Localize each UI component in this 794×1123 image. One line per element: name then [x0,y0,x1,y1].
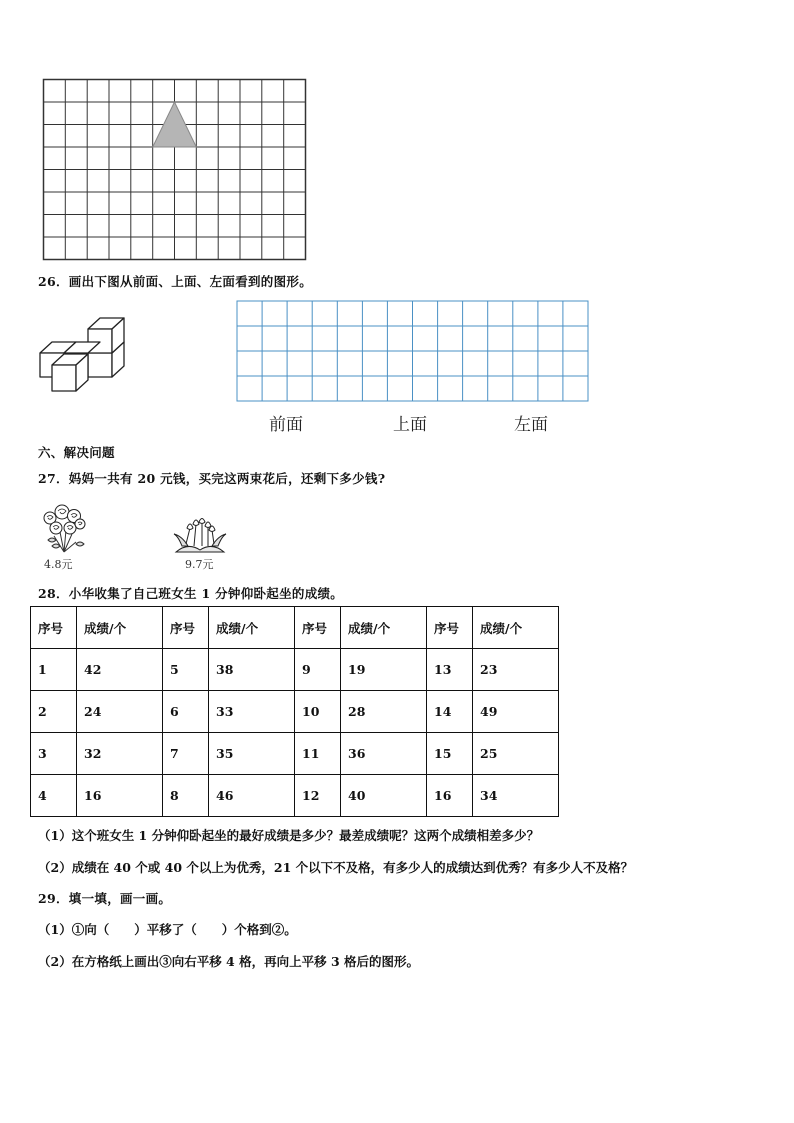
top-grid [42,78,308,262]
table-row [31,649,559,691]
question-29-sub-2: （2）在方格纸上画出③向右平移 4 格，再向上平移 3 格后的图形。 [38,954,420,969]
question-28-sub-1: （1）这个班女生 1 分钟仰卧起坐的最好成绩是多少？最差成绩呢？这两个成绩相差多少？ [38,828,540,843]
table-cell: 34 [473,775,559,817]
table-cell: 2 [31,691,77,733]
table-cell: 33 [209,691,295,733]
table-cell: 11 [295,733,341,775]
table-cell: 14 [427,691,473,733]
question-28-sub-2: （2）成绩在 40 个或 40 个以上为优秀，21 个以下不及格，有多少人的成绩达到优秀？有多少人不及格？ [38,860,634,875]
table-cell: 1 [31,649,77,691]
tulips-price: 9.7元 [185,558,214,571]
roses-price: 4.8元 [44,558,73,571]
table-cell: 49 [473,691,559,733]
table-cell: 38 [209,649,295,691]
table-header-cell: 成绩/个 [473,607,559,649]
table-header-cell: 成绩/个 [209,607,295,649]
table-header-cell: 序号 [163,607,209,649]
table-cell: 35 [209,733,295,775]
table-header-cell: 序号 [295,607,341,649]
table-cell: 9 [295,649,341,691]
table-cell: 24 [77,691,163,733]
roses-bouquet-image [36,502,92,554]
table-cell: 28 [341,691,427,733]
question-26-text: 26．画出下图从前面、上面、左面看到的图形。 [38,274,312,289]
question-28-text: 28．小华收集了自己班女生 1 分钟仰卧起坐的成绩。 [38,586,344,601]
table-header-row [31,607,559,649]
scores-table [30,606,559,817]
table-cell: 5 [163,649,209,691]
table-cell: 8 [163,775,209,817]
table-cell: 6 [163,691,209,733]
table-cell: 12 [295,775,341,817]
table-cell: 25 [473,733,559,775]
table-cell: 10 [295,691,341,733]
table-cell: 16 [427,775,473,817]
stacked-cubes-figure [36,312,132,396]
tulips-bouquet-image [172,516,228,554]
table-row [31,775,559,817]
table-header-cell: 成绩/个 [77,607,163,649]
question-29-text: 29．填一填，画一画。 [38,891,172,906]
table-cell: 46 [209,775,295,817]
table-cell: 36 [341,733,427,775]
table-cell: 13 [427,649,473,691]
view-label-front: 前面 [269,415,303,435]
views-grid [236,300,590,404]
table-header-cell: 序号 [427,607,473,649]
table-cell: 16 [77,775,163,817]
table-cell: 32 [77,733,163,775]
table-row [31,733,559,775]
table-header-cell: 序号 [31,607,77,649]
table-row [31,691,559,733]
view-label-top: 上面 [393,415,427,435]
table-header-cell: 成绩/个 [341,607,427,649]
table-cell: 42 [77,649,163,691]
table-cell: 4 [31,775,77,817]
question-29-sub-1: （1）①向（ ）平移了（ ）个格到②。 [38,922,297,937]
table-cell: 15 [427,733,473,775]
table-cell: 3 [31,733,77,775]
table-cell: 40 [341,775,427,817]
table-cell: 7 [163,733,209,775]
section-6-title: 六、解决问题 [38,445,115,460]
question-27-text: 27．妈妈一共有 20 元钱，买完这两束花后，还剩下多少钱? [38,471,386,486]
view-label-left: 左面 [514,415,548,435]
table-cell: 23 [473,649,559,691]
table-cell: 19 [341,649,427,691]
